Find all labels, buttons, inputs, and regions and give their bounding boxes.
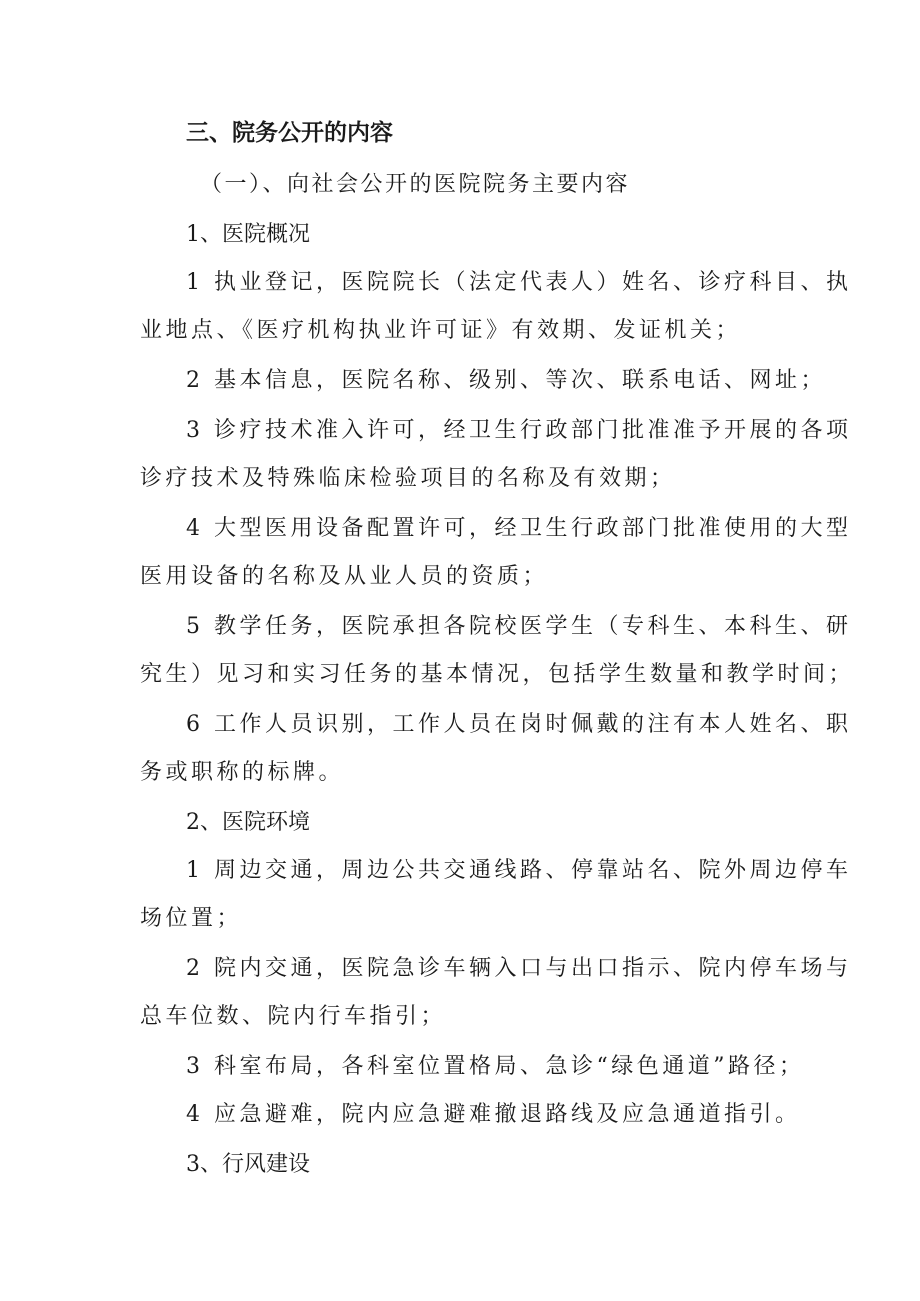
paragraph-line: 6 工作人员识别，工作人员在岗时佩戴的注有本人姓名、职 xyxy=(186,712,852,737)
paragraph-line: 医用设备的名称及从业人员的资质； xyxy=(140,564,549,589)
subsection-heading: （一）、向社会公开的医院院务主要内容 xyxy=(200,172,631,197)
paragraph-line: 1 周边交通，周边公共交通线路、停靠站名、院外周边停车 xyxy=(186,858,852,883)
paragraph-line: 3 诊疗技术准入许可，经卫生行政部门批准准予开展的各项 xyxy=(186,418,852,443)
paragraph-line: 1 执业登记，医院院长（法定代表人）姓名、诊疗科目、执 xyxy=(186,270,852,295)
paragraph-line: 2 基本信息，医院名称、级别、等次、联系电话、网址； xyxy=(186,368,826,393)
paragraph-line: 诊疗技术及特殊临床检验项目的名称及有效期； xyxy=(140,466,676,491)
paragraph-line: 务或职称的标牌。 xyxy=(140,760,345,785)
item-title-overview: 1、医院概况 xyxy=(186,222,310,247)
paragraph-line: 业地点、《医疗机构执业许可证》有效期、发证机关； xyxy=(140,318,742,343)
paragraph-line: 3 科室布局，各科室位置格局、急诊“绿色通道”路径； xyxy=(186,1054,805,1079)
paragraph-line: 4 大型医用设备配置许可，经卫生行政部门批准使用的大型 xyxy=(186,516,852,541)
paragraph-line: 5 教学任务，医院承担各院校医学生（专科生、本科生、研 xyxy=(186,614,852,639)
section-heading: 三、院务公开的内容 xyxy=(186,120,393,146)
paragraph-line: 4 应急避难，院内应急避难撤退路线及应急通道指引。 xyxy=(186,1102,801,1127)
paragraph-line: 2 院内交通，医院急诊车辆入口与出口指示、院内停车场与 xyxy=(186,956,852,981)
paragraph-line: 场位置； xyxy=(140,906,243,931)
paragraph-line: 究生）见习和实习任务的基本情况，包括学生数量和教学时间； xyxy=(140,662,855,687)
item-title-environment: 2、医院环境 xyxy=(186,810,310,835)
item-title-conduct: 3、行风建设 xyxy=(186,1152,310,1177)
paragraph-line: 总车位数、院内行车指引； xyxy=(140,1004,447,1029)
